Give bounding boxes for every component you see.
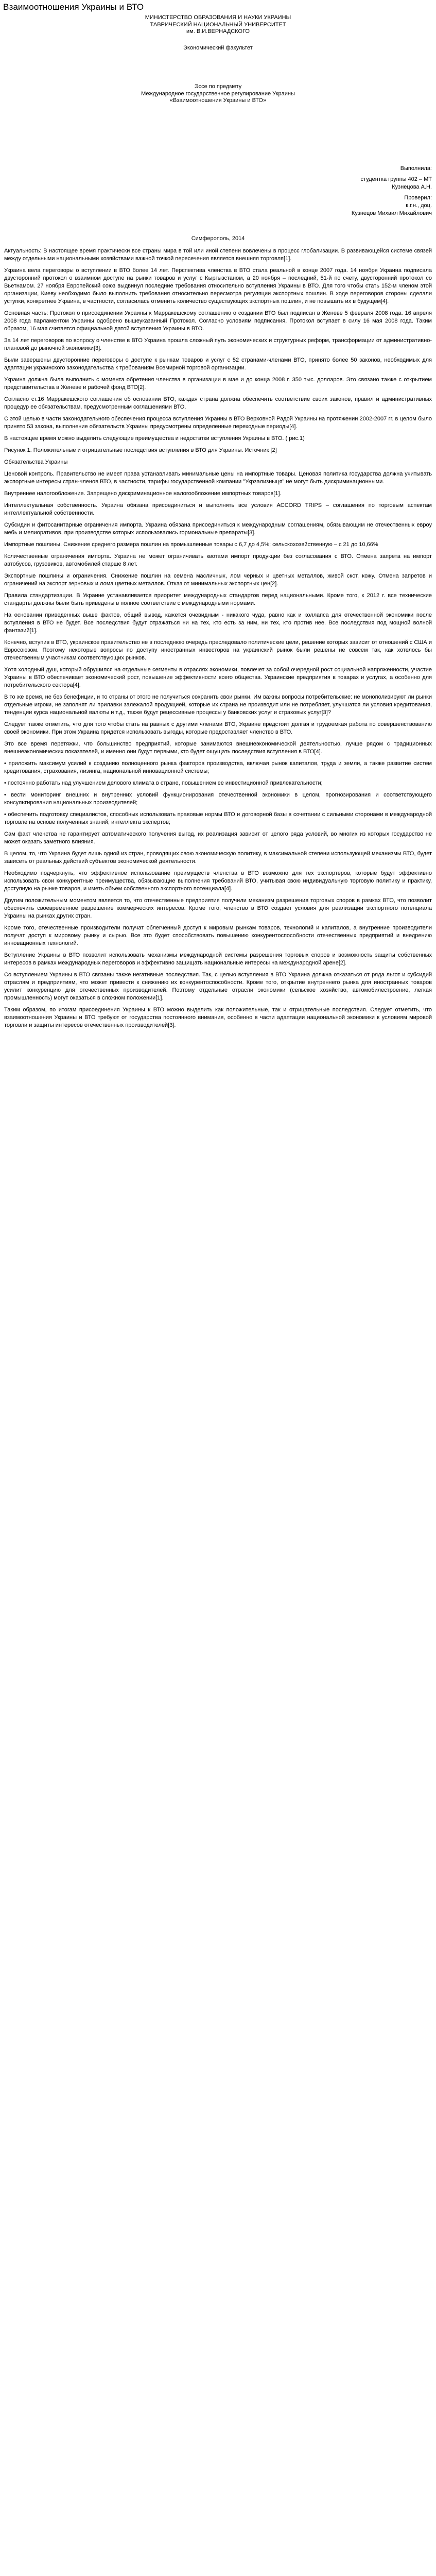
body-paragraph: Субсидии и фитосанитарные ограничения импорта. Украина обязана присоединиться к международным соглашениям, обязывающим не отечественных евроу мебь и мелиоративов, при производстве которых использовались гормональные препараты[3]. (4, 522, 432, 536)
body-paragraph: Рисунок 1. Положительные и отрицательные последствия вступления в ВТО для Украины. Источник [2] (4, 447, 277, 453)
body-paragraph: • постоянно работать над улучшением делового климата в стране, повышением ее инвестиционной привлекательности; (4, 780, 323, 786)
body-paragraph: Экспортные пошлины и ограничения. Снижение пошлин на семена масличных, лом черных и цветных металлов, живой скот, кожу. Отмена запретов и ограничений на экспорт зерновых и лома цветных металлов. Отказ от минимальных экспортных цен[2]. (4, 573, 432, 587)
essay-topic: «Взаимоотношения Украины и ВТО» (169, 97, 267, 104)
body-paragraph: За 14 лет переговоров по вопросу о членстве в ВТО Украина прошла сложный путь экономических и структурных реформ, трансформации от административно-плановой до рыночной экономики[3]. (4, 337, 432, 351)
checker-name: Кузнецов Михаил Михайлович (351, 210, 432, 216)
body-paragraph: Следует также отметить, что для того чтобы стать на равных с другими членами ВТО, Украине предстоит долгая и трудоемкая работа по совершенствованию своей экономики. При этом Украина придется использовать выгоды, которые предоставляет членство в ВТО. (4, 721, 432, 735)
done-by-label: Выполнила: (400, 165, 432, 172)
checked-by-label: Проверил: (404, 195, 432, 201)
document-title: Взаимоотношения Украины и ВТО (3, 2, 144, 12)
body-paragraph: Сам факт членства не гарантирует автоматического получения выгод, их реализация зависит от целого ряда условий, во многих из которых государство не может оказать заметного влияния. (4, 831, 432, 845)
student-name: Кузнецова А.Н. (392, 184, 432, 190)
body-paragraph: • обеспечить подготовку специалистов, способных использовать правовые нормы ВТО и договорной базы в сочетании с сильными сторонами в международной торговле на основе полученных знаний; интеллекта экспертов; (4, 811, 432, 825)
body-paragraph: Импортные пошлины. Снижение среднего размера пошлин на промышленные товары с 6,7 до 4,5%; сельскохозяйственную – с 21 до 10,66% (4, 541, 378, 548)
essay-subject: Международное государственное регулирование Украины (141, 90, 295, 97)
essay-label: Эссе по предмету (194, 83, 242, 90)
body-paragraph: Другим положительным моментом является то, что отечественные предприятия получили механизм разрешения торговых споров в рамках ВТО, что позволит обеспечить своевременное разрешение коммерческих интересов. Кроме того, членство в ВТО создает условия для реализации экспортного потенциала Украины на рынках других стран. (4, 897, 432, 919)
body-paragraph: Это все время перетяжки, что большинство предприятий, которые занимаются внешнеэкономической деятельностью, лучше рядом с традиционных внешнеэкономических показателей, и именно они будут первыми, кто будет ощущать последствия вступления в ВТО[4]. (4, 741, 432, 755)
essay-body (4, 247, 432, 1033)
body-paragraph: В целом, то, что Украина будет лишь одной из стран, проводящих свою экономическую политику, в максимальной степени использующей механизмы ВТО, будет зависеть от реальных действий субъектов экономической деятельности. (4, 851, 432, 865)
city-year: Симферополь, 2014 (191, 235, 245, 242)
body-paragraphs (4, 247, 432, 1029)
body-paragraph: Хотя холодный душ, который обрушился на отдельные сегменты в отраслях экономики, повлечет за собой очередной рост социальной напряженности, участие Украины в ВТО обеспечивает экономический рост, повышение эффективности всего общества. Украинские предприятия в товарах и услугах, а особенно для потребительского сектора[4]. (4, 667, 432, 688)
signature-block (4, 165, 432, 217)
university-line: ТАВРИЧЕСКИЙ НАЦИОНАЛЬНЫЙ УНИВЕРСИТЕТ (150, 21, 286, 28)
body-paragraph: В настоящее время можно выделить следующие преимущества и недостатки вступления Украины в ВТО. ( рис.1) (4, 435, 305, 442)
body-paragraph: Конечно, вступив в ВТО, украинское правительство не в последнюю очередь преследовало политические цели, решение которых зависит от отношений с США и Евросоюзом. Поэтому некоторые вопросы по доступу иностранных инвесторов на украинский рынок были решены не совсем так, как хотелось бы отечественным участникам соответствующих рынков. (4, 639, 432, 661)
body-paragraph: Основная часть: Протокол о присоединении Украины к Марракешскому соглашению о создании ВТО был подписан в Женеве 5 февраля 2008 года. 16 апреля 2008 года парламентом Украины одобрено вышеуказанный Протокол. Согласно условиям подписания, Протокол вступает в силу 16 мая 2008 года. Таким образом, 16 мая считается официальной датой вступления Украины в ВТО. (4, 310, 432, 332)
body-paragraph: На основании приведенных выше фактов, общий вывод, кажется очевидным - никакого чуда, равно как и коллапса для отечественной экономики после вступления в ВТО не будет. Все последствия будут отражаться ни на тех, кто есть за ним, ни тех, кто против нее. Все последствия под мощной волной фантазий[1]. (4, 612, 432, 634)
body-paragraph: Были завершены двусторонние переговоры о доступе к рынкам товаров и услуг с 52 странами-членами ВТО, принято более 50 законов, необходимых для адаптации украинского законодательства к требованиям Всемирной торговой организации. (4, 357, 432, 371)
body-paragraph: Правила стандартизации. В Украине устанавливается приоритет международных стандартов перед национальными. Кроме того, к 2012 г. все технические стандарты должны были быть приведены в полное соответствие с международными нормами. (4, 592, 432, 606)
body-paragraph: Украина должна была выполнить с момента обретения членства в организации в мае и до конца 2008 г. 350 тыс. долларов. Это связано также с открытием представительства в Женеве и рабочей фонд ВТО[2]. (4, 377, 432, 391)
body-paragraph: Обязательства Украины (4, 459, 68, 465)
body-paragraph: Согласно ст.16 Марракешского соглашения об основании ВТО, каждая страна должна обеспечить соответствие своих законов, правил и административных процедур ее обязательствам, предусмотренным соглашениями ВТО. (4, 396, 432, 410)
body-paragraph: • вести мониторинг внешних и внутренних условий функционирования отечественной экономики в целом, прогнозирования и соответствующего консультирования национальных производителей; (4, 792, 432, 806)
body-paragraph: Актуальность: В настоящее время практически все страны мира в той или иной степени вовлечены в процесс глобализации. В развивающейся системе связей между отдельными национальными хозяйствами важной точкой пересечения является внешняя торговля[1]. (4, 248, 432, 262)
title-page-header (4, 14, 432, 105)
ministry-line: МИНИСТЕРСТВО ОБРАЗОВАНИЯ И НАУКИ УКРАИНЫ (145, 14, 291, 21)
body-paragraph: Количественные ограничения импорта. Украина не может ограничивать квотами импорт продукции без согласования с ВТО. Отмена запрета на импорт автобусов, грузовиков, автомобилей старше 8 лет. (4, 553, 432, 567)
body-paragraph: Необходимо подчеркнуть, что эффективное использование преимуществ членства в ВТО возможно для тех экспортеров, которые будут эффективно использовать свои конкурентные преимущества, обязывающие выполнения требований ВТО, учитывая свою индивидуальную торговую политику и практику, доступную на рынке товаров, и иметь объем собственного экспортного потенциала[4]. (4, 870, 432, 892)
body-paragraph: Со вступлением Украины в ВТО связаны также негативные последствия. Так, с целью вступления в ВТО Украина должна отказаться от ряда льгот и субсидий отраслям и предприятиям, что может привести к снижению их конкурентоспособности. Кроме того, открытие внутреннего рынка для иностранных товаров усилит конкуренцию для отечественных производителей. Поэтому отдельные отрасли экономики (сельское хозяйство, автомобилестроение, легкая промышленность) могут оказаться в сложном положении[1]. (4, 972, 432, 1001)
body-paragraph: Украина вела переговоры о вступлении в ВТО более 14 лет. Перспектива членства в ВТО стала реальной в конце 2007 года. 14 ноября Украина подписала двусторонний протокол о взаимном доступе на рынки товаров и услуг с Кыргызстаном, а 20 ноября – последний, 51-й по счету, двусторонний протокол со Вьетнамом. 27 ноября Европейский союз выдвинул последние требования относительно вступления Украины в ВТО. Для того чтобы стать 152-м членом этой организации, Киеву необходимо было выполнить требования относительно пересмотра регуляции экспортных пошлин. В ходе переговоров стороны сделали уступки, конкретнее Украина, в частности, согласилась отменить количество существующих экспортных пошлин, и не повышать их в будущем[4]. (4, 267, 432, 304)
student-line: студентка группы 402 – МТ (360, 176, 432, 182)
body-paragraph: Вступление Украины в ВТО позволит использовать механизмы международной системы разрешения торговых споров и возможность защиты собственных интересов в рамках международных переговоров и эффективно защищать национальные интересы на международной арене[2]. (4, 952, 432, 966)
body-paragraph: В то же время, не без бенефиции, и то страны от этого не получиться сохранить свои рынки. Им важны вопросы потребительские: не монополизируют ли рынки отдельные игроки, не заполнят ли прилавки залежалой продукцией, которые их страна не производит или не потребляет, улучшатся ли условия кредитования, тенденции курса национальной валюты и т.д., также будут рецессивные процессы у банковских услуг и страховых услуг[3]? (4, 694, 432, 716)
degree-line: к.г.н., доц. (406, 202, 432, 209)
body-paragraph: Интеллектуальная собственность. Украина обязана присоединиться и выполнять все условия ACCORD TRIPS – соглашения по торговым аспектам интеллектуальной собственности. (4, 502, 432, 516)
body-paragraph: • приложить максимум усилий к созданию полноценного рынка факторов производства, включая рынок капиталов, труда и земли, а также развитие систем кредитования, страхования, лизинга, национальной инновационной системы; (4, 760, 432, 774)
body-paragraph: С этой целью в части законодательного обеспечения процесса вступления Украины в ВТО Верховной Радой Украины на протяжении 2002-2007 гг. в целом было принято 53 закона, выполнение обязательств Украины предусмотрены определенные переходные периоды[4]. (4, 416, 432, 430)
body-paragraph: Кроме того, отечественные производители получат облегченный доступ к мировым рынкам товаров, технологий и капиталов, а внутренние производители получат доступ к мировому рынку и сырью. Все это будет способствовать повышению конкурентоспособности отечественных предприятий и внедрению инновационных технологий. (4, 925, 432, 946)
faculty-line: Экономический факультет (183, 44, 253, 51)
body-paragraph: Внутреннее налогообложение. Запрещено дискриминационное налогообложение импортных товаров[1]. (4, 490, 282, 497)
body-paragraph: Таким образом, по итогам присоединения Украины к ВТО можно выделить как положительные, так и отрицательные последствия. Следует отметить, что взаимоотношения Украины и ВТО требуют от государства постоянного внимания, особенно в части адаптации национальной экономики к условиям мировой торговли и защиты интересов отечественных производителей[3]. (4, 1007, 432, 1028)
university-name-line: им. В.И.ВЕРНАДСКОГО (186, 28, 250, 35)
body-paragraph: Ценовой контроль. Правительство не имеет права устанавливать минимальные цены на импортные товары. Ценовая политика государства должна учитывать экспортные интересы стран-членов ВТО, в частности, тарифы государственной компании "Укрзализныця" не могут быть дискриминационными. (4, 471, 432, 485)
